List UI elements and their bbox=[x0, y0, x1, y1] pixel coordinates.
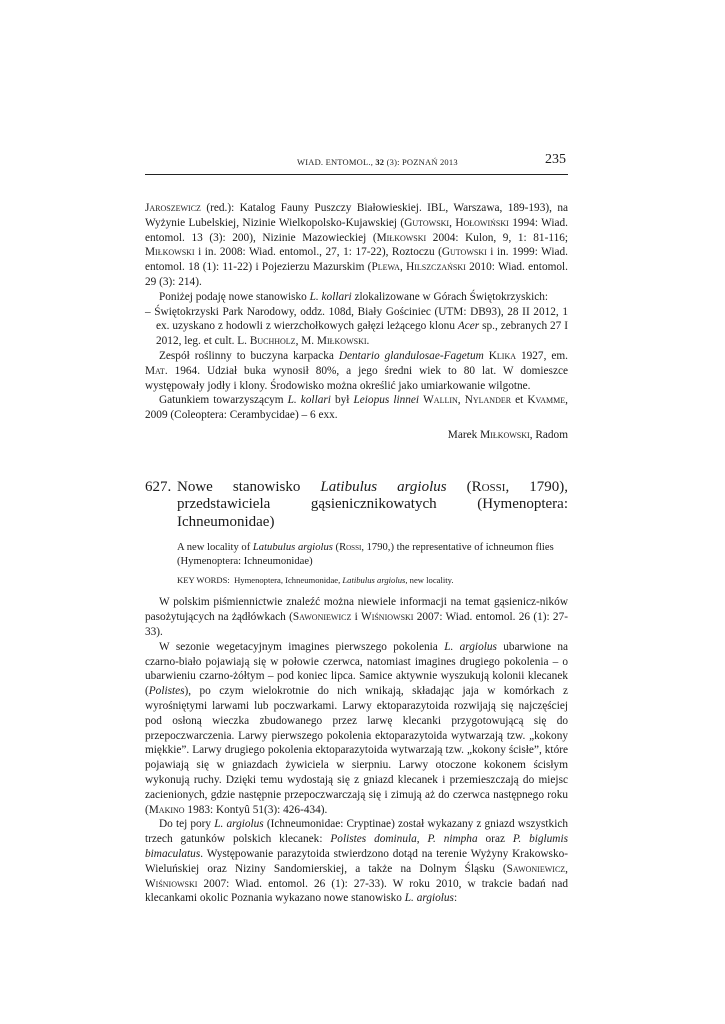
text-run: A new locality of bbox=[177, 542, 253, 554]
text-run: i in. 1999: Wiad. entomol. 18 (1): 11-22) i Pojezierzu Mazurskim ( bbox=[145, 246, 568, 274]
text-run: 1927, em. bbox=[516, 349, 569, 362]
author-name: Sawoniewicz bbox=[292, 611, 352, 624]
species-name: P. nimpha bbox=[427, 833, 478, 846]
text-run: – Świętokrzyski Park Narodowy, oddz. 108d, Biały Gościniec (UTM: DB93), 28 II 2012, 1 ex. uzyskano z hodowli z wierzchołkowych gałęzi leżącego klonu bbox=[145, 305, 568, 333]
text-run: 1983: Kontyû 51(3): 426-434). bbox=[184, 803, 328, 816]
entry-paragraph-2 bbox=[145, 640, 568, 818]
text-run: , 1790), przedstawiciela gąsienicznikowatych (Hymenoptera: Ichneumonidae) bbox=[177, 478, 568, 530]
author-name: Gutowski bbox=[441, 246, 487, 259]
species-name: Acer bbox=[457, 320, 480, 333]
text-run: 2007: Wiad. entomol. 26 (1): 27-33). W roku 2010, w trakcie badań nad klecankami okolic Poznania wykazano nowe stanowisko bbox=[145, 877, 568, 905]
species-name: L. kollari bbox=[309, 290, 352, 303]
entry-paragraph-3 bbox=[145, 817, 568, 906]
species-name: Latubulus argiolus bbox=[252, 542, 333, 554]
text-run: i bbox=[351, 611, 362, 624]
text-run: Gatunkiem towarzyszącym bbox=[159, 394, 288, 407]
text-run: , 1790,) the representative of ichneumon flies (Hymenoptera: Ichneumonidae) bbox=[177, 542, 554, 567]
species-name: Latibulus argiolus bbox=[342, 575, 406, 586]
running-head bbox=[145, 152, 568, 175]
text-run: oraz bbox=[477, 833, 513, 846]
author-name: Plewa, Hilszczański bbox=[371, 261, 466, 274]
author-name: Wiśniowski bbox=[361, 611, 414, 624]
text-run: , bbox=[416, 833, 428, 846]
page-body bbox=[145, 201, 568, 906]
species-name: L. argiolus bbox=[404, 892, 454, 905]
text-run: , M. bbox=[295, 335, 317, 348]
author-name: Kvamme bbox=[527, 394, 566, 407]
text-run: zlokalizowane w Górach Świętokrzyskich: bbox=[351, 290, 549, 303]
species-name: Latibulus argiolus bbox=[320, 478, 447, 495]
author-name: Jaroszewicz bbox=[145, 202, 201, 214]
text-run: 2007: Wiad. entomol. 26 (1): 27-33). bbox=[145, 611, 568, 639]
text-run: ( bbox=[332, 542, 340, 554]
intro-paragraph-1 bbox=[145, 201, 568, 290]
text-run: . Występowanie parazytoida stwierdzono dotąd na terenie Wyżyny Krakowsko-Wieluńskiej oraz Niziny Sandomierskiej, a także na Dolnym Śląsku ( bbox=[145, 847, 568, 875]
text-run: W polskim piśmiennictwie znaleźć można niewiele informacji na temat gąsienicz-ników pasożytujących na żądłówkach ( bbox=[145, 596, 568, 624]
text-run: ubarwione na czarno-biało pojawiają się w połowie czerwca, natomiast imagines drugiego pokolenia – o ubarwieniu czarno-żółtym – pod koniec lipca. Samice aktywnie wyszukują kolonii klecanek ( bbox=[145, 640, 568, 698]
text-run: Poniżej podaję nowe stanowisko bbox=[159, 290, 310, 303]
author-name: Miłkowski bbox=[376, 231, 427, 244]
text-run: i in. 2008: Wiad. entomol., 27, 1: 17-22), Roztoczu ( bbox=[194, 246, 442, 259]
author-name: Mat bbox=[145, 364, 165, 377]
locality-record bbox=[145, 305, 568, 349]
text-run: , Radom bbox=[529, 428, 568, 441]
species-name: L. kollari bbox=[287, 394, 331, 407]
entry-number: 627. bbox=[145, 478, 172, 495]
text-run: : bbox=[453, 892, 458, 905]
species-name: L. argiolus bbox=[444, 640, 497, 653]
intro-paragraph-4 bbox=[145, 349, 568, 393]
species-name: P. biglumis bimaculatus bbox=[145, 833, 568, 860]
text-run: Hymenoptera, Ichneumonidae, bbox=[229, 575, 343, 586]
keywords-label: KEY WORDS: bbox=[177, 575, 230, 586]
author-name: Miłkowski bbox=[145, 246, 195, 259]
author-name: Miłkowski bbox=[316, 335, 367, 348]
intro-paragraph-5 bbox=[145, 393, 568, 423]
text-run: Nowe stanowisko bbox=[177, 478, 321, 495]
text-run: Do tej pory bbox=[159, 818, 215, 831]
text-run: , new locality. bbox=[405, 575, 454, 586]
author-name: Rossi bbox=[471, 478, 506, 495]
text-run: 1994: Wiad. entomol. 13 (3): 200), Nizinie Mazowieckiej ( bbox=[145, 216, 569, 244]
species-name: Polistes dominula bbox=[330, 833, 417, 846]
text-run: 2004: Kulon, 9, 1: 81-116; bbox=[426, 231, 568, 244]
text-run: ), po czym wielokrotnie do nich wnikają, składając jaja w komórkach z wyrośniętymi larwami lub poczwarkami. Larwy ektoparazytoida rozwijają się najczęściej pod osłoną wieczka zbudowanego przez larwę klecanki przygotowującą się do przepoczwarczenia. Larwy pierwszego pokolenia ektoparazytoida wytwarzają tzw. „kokony miękkie”. Larwy drugiego pokolenia ektoparazytoida wytwarzają tzw. „kokony ścisłe”, które pojawiają się w gniazdach żywiciela w sierpniu. Larwy otoczone kokonem ścisłym wykonują ruchy. Dzięki temu wydostają się z gniazd klecanek i przemieszczają do miejsc zacienionych, gdzie następnie przepoczwarczają się i zimują aż do czerwca następnego roku ( bbox=[145, 685, 568, 816]
author-name: Miłkowski bbox=[480, 428, 530, 441]
text-run: W sezonie wegetacyjnym imagines pierwszego pokolenia bbox=[159, 640, 445, 653]
author-name: Wallin, Nylander bbox=[423, 394, 512, 407]
text-run: Marek bbox=[447, 428, 481, 441]
text-run: , 2009 (Coleoptera: Cerambycidae) – 6 exx. bbox=[145, 394, 568, 422]
author-name: Gutowski, Hołowiński bbox=[404, 216, 509, 229]
author-name: Buchholz bbox=[249, 335, 296, 348]
text-run: (red.): Katalog Fauny Puszczy Białowieskiej. IBL, Warszawa, 189-193), na Wyżynie Lubelskiej, Nizinie Wielkopolsko-Kujawskiej ( bbox=[145, 202, 568, 229]
species-name: Dentario glandulosae-Fagetum bbox=[338, 349, 484, 362]
text-run: (Ichneumonidae: Cryptinae) został wykazany z gniazd wszystkich trzech gatunków polskich klecanek: bbox=[145, 818, 568, 846]
text-run: ( bbox=[446, 478, 472, 495]
keywords bbox=[177, 574, 568, 586]
author-name: Rossi bbox=[339, 542, 362, 554]
entry-paragraph-1 bbox=[145, 595, 568, 639]
text-run: sp., zebranych 27 I 2012, leg. et cult. L. bbox=[156, 320, 568, 348]
journal-citation bbox=[297, 157, 458, 167]
text-run: był bbox=[330, 394, 354, 407]
entry-title bbox=[145, 479, 568, 532]
journal-issue-place: (3): POZNAŃ 2013 bbox=[384, 157, 458, 167]
text-run: . bbox=[366, 335, 370, 348]
page-number: 235 bbox=[545, 152, 566, 167]
text-run: et bbox=[511, 394, 528, 407]
text-run: . 1964. Udział buka wynosił 80%, a jego średni wiek to 80 lat. W domieszce występowały jodły i klony. Środowisko można określić jako umiarkowanie wilgotne. bbox=[145, 364, 568, 392]
species-name: L. argiolus bbox=[214, 818, 264, 831]
author-name: Makino bbox=[148, 803, 185, 816]
intro-paragraph-2 bbox=[145, 290, 568, 305]
entry-body bbox=[145, 595, 568, 906]
english-abstract bbox=[145, 541, 568, 586]
journal-name: WIAD. ENTOMOL., bbox=[297, 157, 376, 167]
species-name: Leiopus linnei bbox=[353, 394, 420, 407]
author-signature bbox=[145, 428, 568, 443]
english-title bbox=[177, 541, 568, 568]
author-name: Sawoniewicz, Wiśniowski bbox=[145, 862, 568, 890]
keywords-line bbox=[177, 574, 568, 586]
author-name: Klika bbox=[488, 349, 517, 362]
text-run: 2010: Wiad. entomol. 29 (3): 214). bbox=[145, 261, 568, 288]
journal-volume: 32 bbox=[375, 157, 385, 167]
species-name: Polistes bbox=[148, 685, 185, 698]
text-run: Zespół roślinny to buczyna karpacka bbox=[159, 349, 339, 362]
